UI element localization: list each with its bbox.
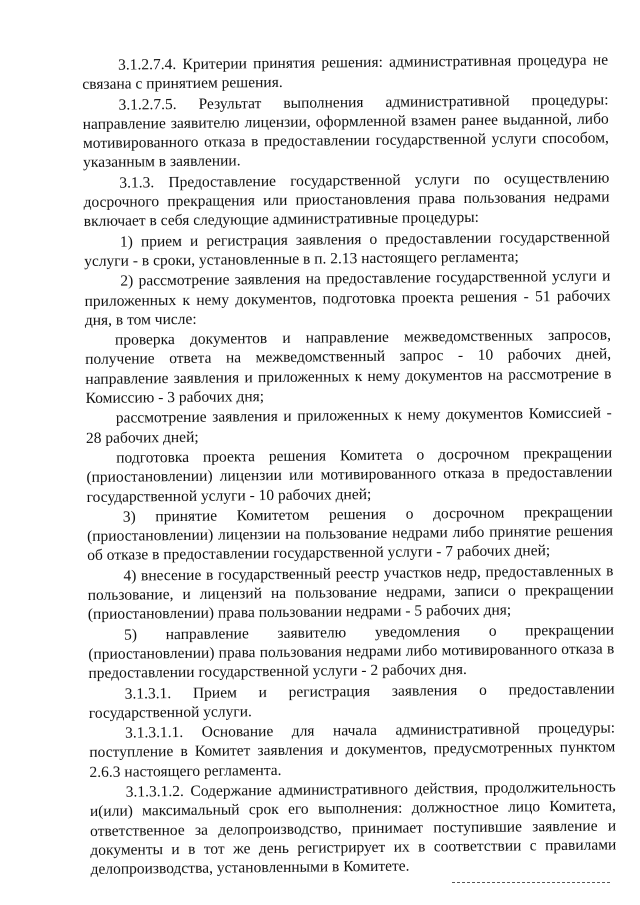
sub-item-document-check: проверка документов и направление межведомственных запросов, получение ответа на межведомственный запрос - 10 рабочих дней, направление заявления и приложенных к нему документов на рассмотрение в Комиссию - 3 рабочих дня; — [85, 326, 612, 408]
list-item-1: 1) прием и регистрация заявления о предоставлении государственной услуги - в сроки, установленные в п. 2.13 настоящего регламента; — [84, 228, 611, 270]
list-item-4: 4) внесение в государственный реестр участков недр, предоставленных в пользование, и лицензий на пользование недрами, записи о прекращении (приостановлении) права пользовании недрами - 5 рабочих дня; — [87, 562, 614, 624]
list-item-2: 2) рассмотрение заявления на предоставление государственной услуги и приложенных к нему документов, подготовка проекта решения - 51 рабочих дня, в том числе: — [84, 267, 611, 329]
list-item-5: 5) направление заявителю уведомления о прекращении (приостановлении) права пользования недрами либо мотивированного отказа в предоставлении государственной услуги - 2 рабочих дня. — [88, 621, 615, 683]
paragraph-3-1-2-7-5: 3.1.2.7.5. Результат выполнения административной процедуры: направление заявителю лицензии, оформленной взамен ранее выданной, либо мотивированного отказа в предоставлении государственной услуги способом, указанным в заявлении. — [82, 91, 609, 172]
list-item-3: 3) принятие Комитетом решения о досрочном прекращении (приостановлении) лицензии на пользование недрами либо принятие решения об отказе в предоставлении государственной услуги - 7 рабочих дней; — [86, 503, 614, 565]
paragraph-3-1-3-1: 3.1.3.1. Прием и регистрация заявления о предоставлении государственной услуги. — [88, 679, 615, 722]
paragraph-3-1-3-1-2: 3.1.3.1.2. Содержание административного действия, продолжительность и(или) максимальный срок его выполнения: должностное лицо Комитета, ответственное за делопроизводство, принимает поступившие заявление и документы и в тот же день регистрирует их в соответствии с правилами делопроизводства, установленными в Комитете. — [89, 778, 617, 879]
paragraph-3-1-3-1-1: 3.1.3.1.1. Основание для начала административной процедуры: поступление в Комитет заявления и документов, предусмотренных пунктом 2.6.3 настоящего регламента. — [89, 719, 616, 781]
sub-item-commission-review: рассмотрение заявления и приложенных к нему документов Комиссией - 28 рабочих дней; — [85, 404, 612, 447]
document-page — [82, 50, 617, 880]
paragraph-3-1-3: 3.1.3. Предоставление государственной услуги по осуществлению досрочного прекращения или приостановления права пользования недрами включает в себя следующие административные процедуры: — [83, 169, 610, 231]
sub-item-draft-decision: подготовка проекта решения Комитета о досрочном прекращении (приостановлении) лицензии или мотивированного отказа в предоставлении государственной услуги - 10 рабочих дней; — [86, 444, 613, 506]
paragraph-3-1-2-7-4: 3.1.2.7.4. Критерии принятия решения: административная процедура не связана с принятием решения. — [82, 51, 609, 94]
footer-divider — [452, 882, 610, 883]
